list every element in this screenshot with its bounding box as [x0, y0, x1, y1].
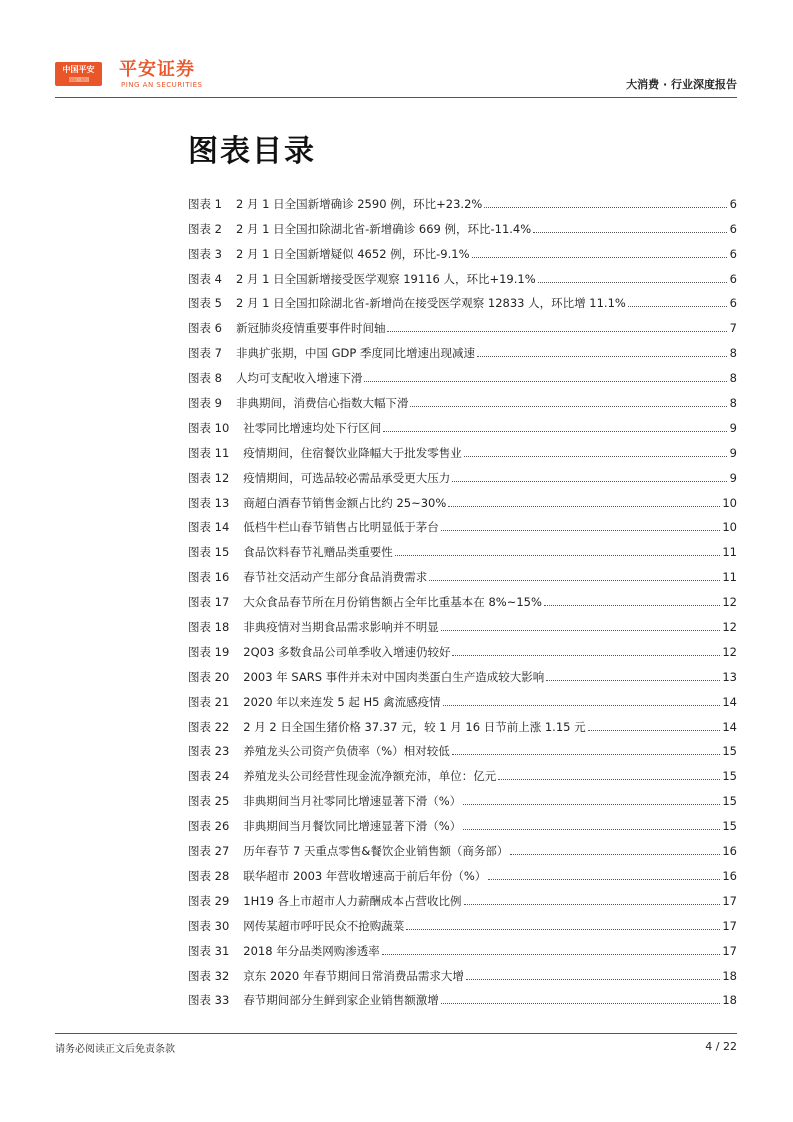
toc-entry[interactable] — [188, 808, 737, 833]
toc-entry-page[interactable]: 9 — [729, 420, 737, 435]
toc-title: 图表目录 — [188, 134, 316, 169]
toc-dot-leader — [441, 629, 721, 631]
toc-entry[interactable] — [188, 734, 737, 759]
toc-entry[interactable] — [188, 385, 737, 410]
toc-dot-leader — [452, 654, 720, 656]
toc-entry[interactable] — [188, 534, 737, 559]
toc-entry-title[interactable]: 疫情期间，可选品较必需品承受更大压力 — [243, 470, 451, 485]
toc-dot-leader — [546, 679, 720, 681]
toc-dot-leader — [484, 206, 727, 208]
toc-entry-title[interactable]: 2Q03 多数食品公司单季收入增速仍较好 — [243, 644, 451, 659]
toc-entry-label: 图表 4 — [188, 271, 222, 286]
toc-entry[interactable] — [188, 460, 737, 485]
toc-entry-title[interactable]: 1H19 各上市超市人力薪酬成本占营收比例 — [243, 893, 462, 908]
toc-entry-title[interactable]: 2003 年 SARS 事件并未对中国肉类蛋白生产造成较大影响 — [243, 669, 545, 684]
footer-disclaimer: 请务必阅读正文后免责条款 — [55, 1044, 175, 1055]
toc-entry-page[interactable]: 15 — [722, 744, 737, 759]
toc-dot-leader — [452, 753, 721, 755]
toc-entry-label: 图表 16 — [188, 570, 230, 585]
toc-entry[interactable] — [188, 684, 737, 709]
toc-entry-page[interactable]: 14 — [722, 694, 737, 709]
footer-divider — [55, 1033, 737, 1034]
toc-entry[interactable] — [188, 983, 737, 1008]
toc-entry-page[interactable]: 7 — [729, 321, 737, 336]
toc-entry-title[interactable]: 网传某超市呼吁民众不抢购蔬菜 — [243, 918, 405, 933]
toc-entry-page[interactable]: 14 — [722, 719, 737, 734]
toc-entry-label: 图表 5 — [188, 296, 222, 311]
toc-entry[interactable] — [188, 883, 737, 908]
toc-entry-title[interactable]: 食品饮料春节礼赠品类重要性 — [243, 545, 393, 560]
toc-entry-label: 图表 28 — [188, 868, 230, 883]
toc-entry-label: 图表 3 — [188, 246, 222, 261]
toc-entry-label: 图表 14 — [188, 520, 230, 535]
toc-entry[interactable] — [188, 211, 737, 236]
ping-an-logo-icon — [55, 62, 102, 86]
toc-dot-leader — [364, 380, 727, 382]
toc-entry-page[interactable]: 13 — [722, 669, 737, 684]
toc-entry-label: 图表 7 — [188, 346, 222, 361]
toc-dot-leader — [441, 1002, 721, 1004]
toc-entry-page[interactable]: 11 — [722, 570, 737, 585]
toc-dot-leader — [429, 579, 720, 581]
toc-entry-page[interactable]: 15 — [722, 769, 737, 784]
toc-entry[interactable] — [188, 360, 737, 385]
toc-entry-title[interactable]: 商超白酒春节销售金额占比约 25~30% — [243, 495, 447, 510]
toc-entry-label: 图表 19 — [188, 644, 230, 659]
toc-entry[interactable] — [188, 310, 737, 335]
toc-entry-title[interactable]: 非典期间，消费信心指数大幅下滑 — [235, 396, 409, 411]
toc-dot-leader — [406, 928, 720, 930]
toc-entry-page[interactable]: 8 — [729, 346, 737, 361]
toc-entry-page[interactable]: 16 — [722, 844, 737, 859]
brand-name-cn: 平安证券 — [119, 59, 195, 80]
toc-entry-page[interactable]: 15 — [722, 819, 737, 834]
toc-entry-label: 图表 15 — [188, 545, 230, 560]
toc-entry[interactable] — [188, 286, 737, 311]
toc-entry[interactable] — [188, 584, 737, 609]
toc-dot-leader — [498, 778, 720, 780]
toc-dot-leader — [463, 828, 720, 830]
toc-entry-label: 图表 11 — [188, 445, 230, 460]
toc-entry-page[interactable]: 12 — [722, 620, 737, 635]
toc-entry-label: 图表 24 — [188, 769, 230, 784]
toc-entry-title[interactable]: 新冠肺炎疫情重要事件时间轴 — [235, 321, 386, 336]
toc-entry-page[interactable]: 6 — [729, 221, 737, 236]
toc-entry[interactable] — [188, 261, 737, 286]
toc-entry-page[interactable]: 11 — [722, 545, 737, 560]
toc-entry-label: 图表 25 — [188, 794, 230, 809]
toc-entry-label: 图表 21 — [188, 694, 230, 709]
toc-entry-title[interactable]: 养殖龙头公司经营性现金流净额充沛，单位：亿元 — [243, 769, 497, 784]
toc-entry-label: 图表 27 — [188, 844, 230, 859]
toc-dot-leader — [382, 953, 721, 955]
toc-entry[interactable] — [188, 410, 737, 435]
toc-dot-leader — [443, 704, 721, 706]
toc-dot-leader — [533, 231, 727, 233]
toc-dot-leader — [538, 281, 727, 283]
toc-entry-title[interactable]: 2 月 1 日全国扣除湖北省-新增确诊 669 例，环比-11.4% — [235, 221, 532, 236]
toc-entry-page[interactable]: 8 — [729, 371, 737, 386]
toc-dot-leader — [464, 455, 727, 457]
toc-dot-leader — [452, 480, 727, 482]
toc-entry-page[interactable]: 9 — [729, 470, 737, 485]
toc-entry-label: 图表 18 — [188, 620, 230, 635]
toc-entry-label: 图表 31 — [188, 943, 230, 958]
logo-sub-text: 保险 · 银行 — [69, 77, 89, 82]
toc-entry-title[interactable]: 2 月 2 日全国生猪价格 37.37 元，较 1 月 16 日节前上涨 1.15 元 — [243, 719, 586, 734]
toc-dot-leader — [472, 256, 727, 258]
toc-entry-page[interactable]: 8 — [729, 396, 737, 411]
toc-entry-page[interactable]: 6 — [729, 196, 737, 211]
toc-entry-title[interactable]: 低档牛栏山春节销售占比明显低于茅台 — [243, 520, 439, 535]
toc-dot-leader — [544, 604, 720, 606]
toc-entry-page[interactable]: 12 — [722, 595, 737, 610]
toc-dot-leader — [477, 355, 727, 357]
toc-entry-label: 图表 17 — [188, 595, 230, 610]
toc-entry-page[interactable]: 18 — [722, 993, 737, 1008]
toc-entry[interactable] — [188, 335, 737, 360]
toc-entry-title[interactable]: 2 月 1 日全国新增疑似 4652 例，环比-9.1% — [235, 246, 470, 261]
toc-entry-label: 图表 1 — [188, 196, 222, 211]
header-divider — [55, 97, 737, 98]
page-header — [55, 58, 737, 98]
toc-entry-label: 图表 22 — [188, 719, 230, 734]
toc-entry[interactable] — [188, 709, 737, 734]
brand-name-en: PING AN SECURITIES — [121, 81, 203, 89]
toc-entry[interactable] — [188, 833, 737, 858]
toc-entry-label: 图表 2 — [188, 221, 222, 236]
toc-entry-title[interactable]: 疫情期间，住宿餐饮业降幅大于批发零售业 — [243, 445, 462, 460]
toc-entry-title[interactable]: 人均可支配收入增速下滑 — [235, 371, 363, 386]
toc-entry[interactable] — [188, 609, 737, 634]
toc-entry-title[interactable]: 养殖龙头公司资产负债率（%）相对较低 — [243, 744, 450, 759]
toc-entry-label: 图表 33 — [188, 993, 230, 1008]
toc-entry-page[interactable]: 17 — [722, 943, 737, 958]
toc-entry-title[interactable]: 非典期间当月餐饮同比增速显著下滑（%） — [243, 819, 462, 834]
toc-dot-leader — [441, 529, 721, 531]
toc-dot-leader — [383, 430, 727, 432]
toc-entry[interactable] — [188, 435, 737, 460]
toc-entry-page[interactable]: 17 — [722, 893, 737, 908]
toc-entry[interactable] — [188, 186, 737, 211]
toc-entry-title[interactable]: 京东 2020 年春节期间日常消费品需求大增 — [243, 968, 464, 983]
toc-entry-label: 图表 20 — [188, 669, 230, 684]
toc-dot-leader — [395, 554, 721, 556]
toc-entry-title[interactable]: 2020 年以来连发 5 起 H5 禽流感疫情 — [243, 694, 441, 709]
toc-entry[interactable] — [188, 659, 737, 684]
toc-entry-page[interactable]: 16 — [722, 868, 737, 883]
toc-dot-leader — [588, 729, 721, 731]
toc-entry-title[interactable]: 联华超市 2003 年营收增速高于前后年份（%） — [243, 868, 487, 883]
toc-entry[interactable] — [188, 908, 737, 933]
toc-entry-title[interactable]: 非典疫情对当期食品需求影响并不明显 — [243, 620, 439, 635]
page-indicator: 4 / 22 — [705, 1040, 737, 1053]
toc-entry-title[interactable]: 非典期间当月社零同比增速显著下滑（%） — [243, 794, 462, 809]
report-type: 大消费 · 行业深度报告 — [626, 78, 737, 91]
toc-entry-page[interactable]: 10 — [722, 520, 737, 535]
toc-entry-label: 图表 29 — [188, 893, 230, 908]
toc-entry[interactable] — [188, 933, 737, 958]
toc-dot-leader — [466, 978, 720, 980]
toc-entry-label: 图表 26 — [188, 819, 230, 834]
toc-entry-page[interactable]: 15 — [722, 794, 737, 809]
toc-entry-title[interactable]: 历年春节 7 天重点零售&餐饮企业销售额（商务部） — [243, 844, 509, 859]
toc-entry-label: 图表 30 — [188, 918, 230, 933]
toc-entry-title[interactable]: 大众食品春节所在月份销售额占全年比重基本在 8%~15% — [243, 595, 542, 610]
toc-dot-leader — [463, 803, 720, 805]
toc-entry-page[interactable]: 9 — [729, 445, 737, 460]
toc-entry[interactable] — [188, 783, 737, 808]
toc-entry-label: 图表 8 — [188, 371, 222, 386]
toc-entry-page[interactable]: 18 — [722, 968, 737, 983]
toc-entry[interactable] — [188, 958, 737, 983]
toc-dot-leader — [387, 330, 727, 332]
toc-entry[interactable] — [188, 634, 737, 659]
toc-entry-label: 图表 32 — [188, 968, 230, 983]
toc-dot-leader — [628, 305, 727, 307]
toc-entry-title[interactable]: 非典扩张期，中国 GDP 季度同比增速出现减速 — [235, 346, 475, 361]
toc-entry[interactable] — [188, 485, 737, 510]
toc-entry-page[interactable]: 6 — [729, 246, 737, 261]
toc-dot-leader — [510, 853, 720, 855]
logo-main-text: 中国平安 — [62, 65, 95, 74]
toc-entry-label: 图表 9 — [188, 396, 222, 411]
toc-list — [188, 186, 737, 1007]
toc-entry-label: 图表 12 — [188, 470, 230, 485]
toc-entry-label: 图表 6 — [188, 321, 222, 336]
toc-entry-title[interactable]: 社零同比增速均处下行区间 — [243, 420, 382, 435]
toc-entry-title[interactable]: 2 月 1 日全国新增接受医学观察 19116 人，环比+19.1% — [235, 271, 536, 286]
toc-entry[interactable] — [188, 758, 737, 783]
toc-entry-page[interactable]: 6 — [729, 296, 737, 311]
toc-entry-title[interactable]: 2018 年分品类网购渗透率 — [243, 943, 380, 958]
toc-entry-page[interactable]: 12 — [722, 644, 737, 659]
toc-entry-page[interactable]: 17 — [722, 918, 737, 933]
toc-entry-label: 图表 13 — [188, 495, 230, 510]
toc-dot-leader — [488, 878, 720, 880]
toc-entry-title[interactable]: 2 月 1 日全国扣除湖北省-新增尚在接受医学观察 12833 人，环比增 11.1% — [235, 296, 626, 311]
toc-entry[interactable] — [188, 858, 737, 883]
toc-entry-page[interactable]: 6 — [729, 271, 737, 286]
toc-dot-leader — [448, 505, 720, 507]
toc-entry-title[interactable]: 春节期间部分生鲜到家企业销售额激增 — [243, 993, 439, 1008]
toc-entry[interactable] — [188, 510, 737, 535]
toc-entry[interactable] — [188, 559, 737, 584]
toc-entry-title[interactable]: 2 月 1 日全国新增确诊 2590 例，环比+23.2% — [235, 196, 483, 211]
toc-entry-label: 图表 10 — [188, 420, 230, 435]
toc-entry[interactable] — [188, 236, 737, 261]
toc-entry-page[interactable]: 10 — [722, 495, 737, 510]
toc-dot-leader — [410, 405, 727, 407]
toc-entry-title[interactable]: 春节社交活动产生部分食品消费需求 — [243, 570, 428, 585]
toc-dot-leader — [464, 903, 721, 905]
toc-entry-label: 图表 23 — [188, 744, 230, 759]
